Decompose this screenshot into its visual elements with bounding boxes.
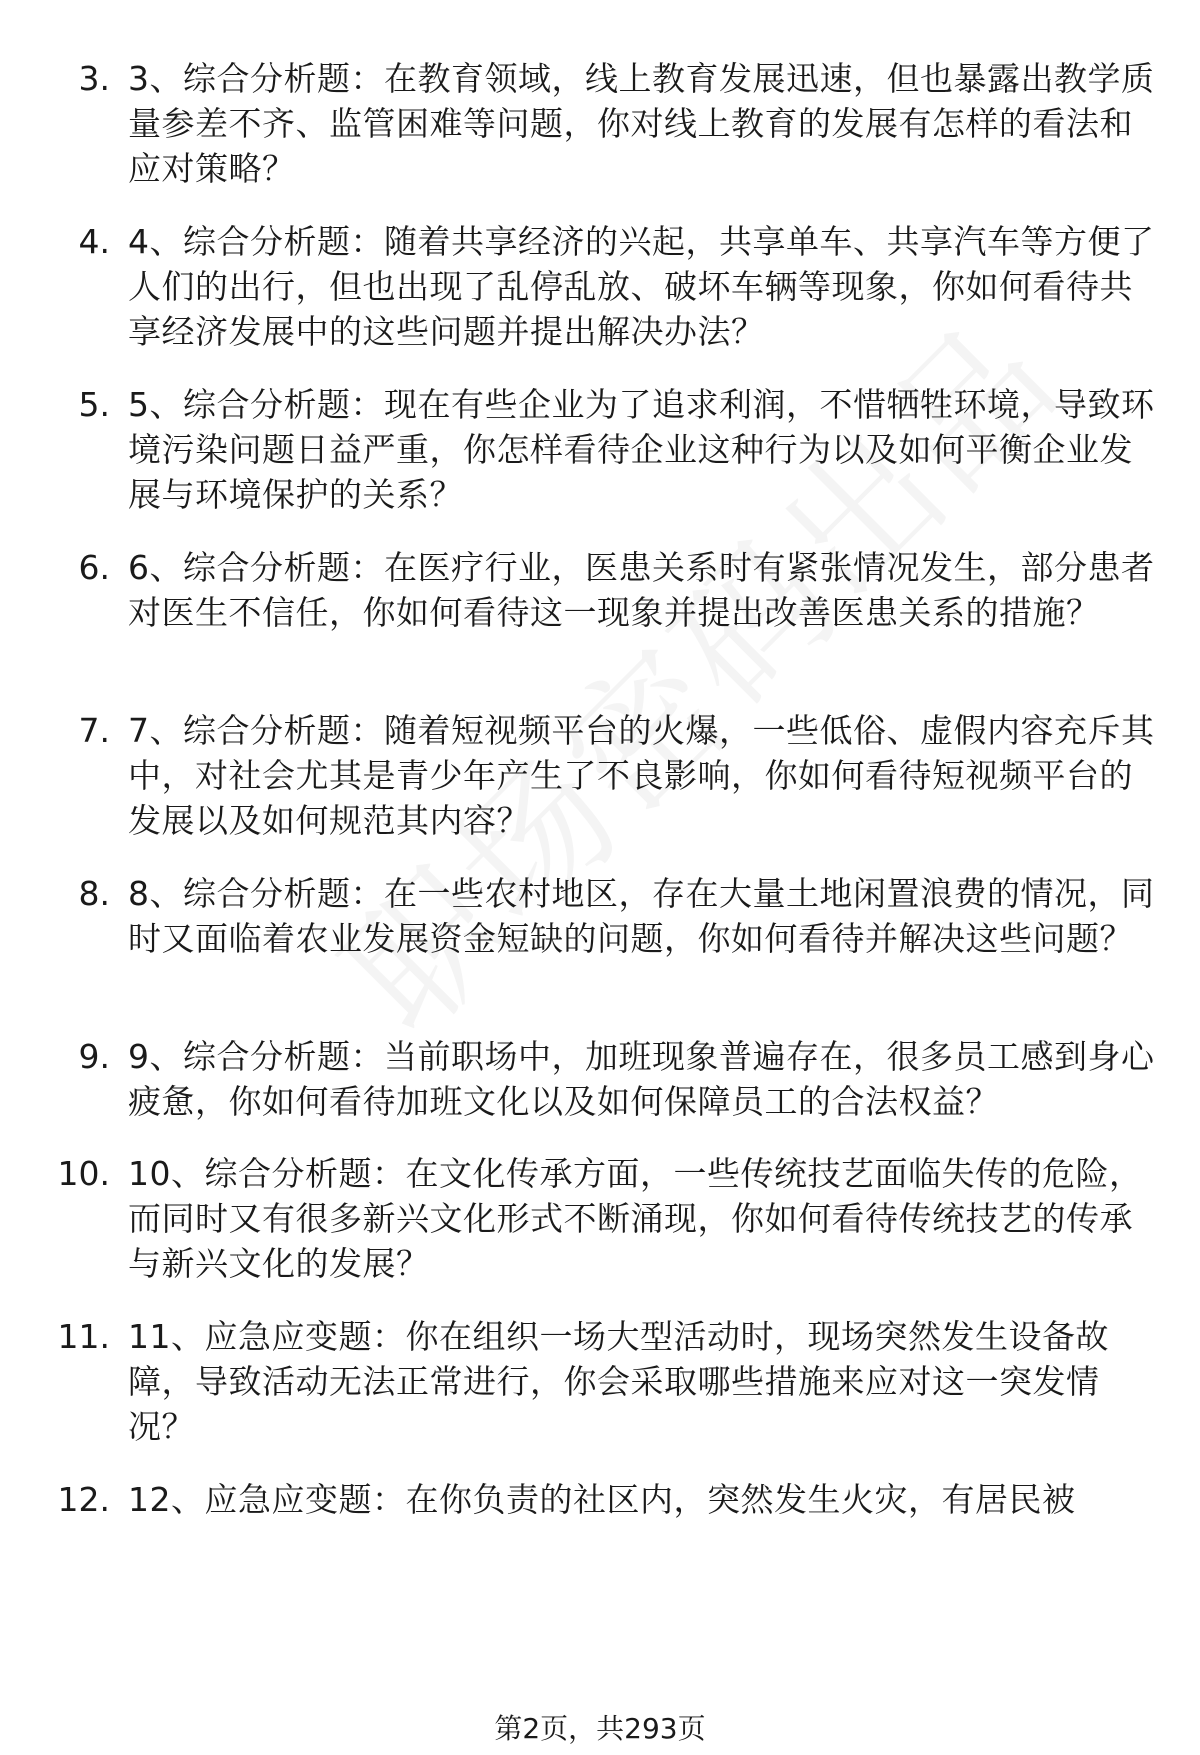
item-text: 5、综合分析题：现在有些企业为了追求利润，不惜牺牲环境，导致环境污染问题日益严重，你怎样看待企业这种行为以及如何平衡企业发展与环境保护的关系？ (128, 385, 1155, 514)
item-number: 6. (78, 548, 110, 587)
item-text: 6、综合分析题：在医疗行业，医患关系时有紧张情况发生，部分患者对医生不信任，你如何看待这一现象并提出改善医患关系的措施？ (128, 548, 1155, 632)
item-text: 12、应急应变题：在你负责的社区内，突然发生火灾，有居民被 (128, 1480, 1076, 1519)
item-text: 11、应急应变题：你在组织一场大型活动时，现场突然发生设备故障，导致活动无法正常进行，你会采取哪些措施来应对这一突发情况？ (128, 1317, 1109, 1446)
item-number: 3. (78, 59, 110, 98)
item-number: 12. (57, 1480, 110, 1519)
item-number: 8. (78, 874, 110, 913)
item-text: 9、综合分析题：当前职场中，加班现象普遍存在，很多员工感到身心疲惫，你如何看待加班文化以及如何保障员工的合法权益？ (128, 1037, 1155, 1121)
page-footer: 第2页，共293页 (494, 1712, 706, 1745)
item-text: 4、综合分析题：随着共享经济的兴起，共享单车、共享汽车等方便了人们的出行，但也出现了乱停乱放、破坏车辆等现象，你如何看待共享经济发展中的这些问题并提出解决办法？ (128, 222, 1155, 351)
item-number: 10. (57, 1154, 110, 1193)
item-number: 7. (78, 711, 110, 750)
item-number: 4. (78, 222, 110, 261)
item-number: 11. (57, 1317, 110, 1356)
item-text: 3、综合分析题：在教育领域，线上教育发展迅速，但也暴露出教学质量参差不齐、监管困难等问题，你对线上教育的发展有怎样的看法和应对策略？ (128, 59, 1155, 188)
item-number: 5. (78, 385, 110, 424)
item-number: 9. (78, 1037, 110, 1076)
item-text: 8、综合分析题：在一些农村地区，存在大量土地闲置浪费的情况，同时又面临着农业发展资金短缺的问题，你如何看待并解决这些问题？ (128, 874, 1155, 958)
item-text: 10、综合分析题：在文化传承方面，一些传统技艺面临失传的危险，而同时又有很多新兴文化形式不断涌现，你如何看待传统技艺的传承与新兴文化的发展？ (128, 1154, 1143, 1283)
item-text: 7、综合分析题：随着短视频平台的火爆，一些低俗、虚假内容充斥其中，对社会尤其是青少年产生了不良影响，你如何看待短视频平台的发展以及如何规范其内容？ (128, 711, 1155, 840)
